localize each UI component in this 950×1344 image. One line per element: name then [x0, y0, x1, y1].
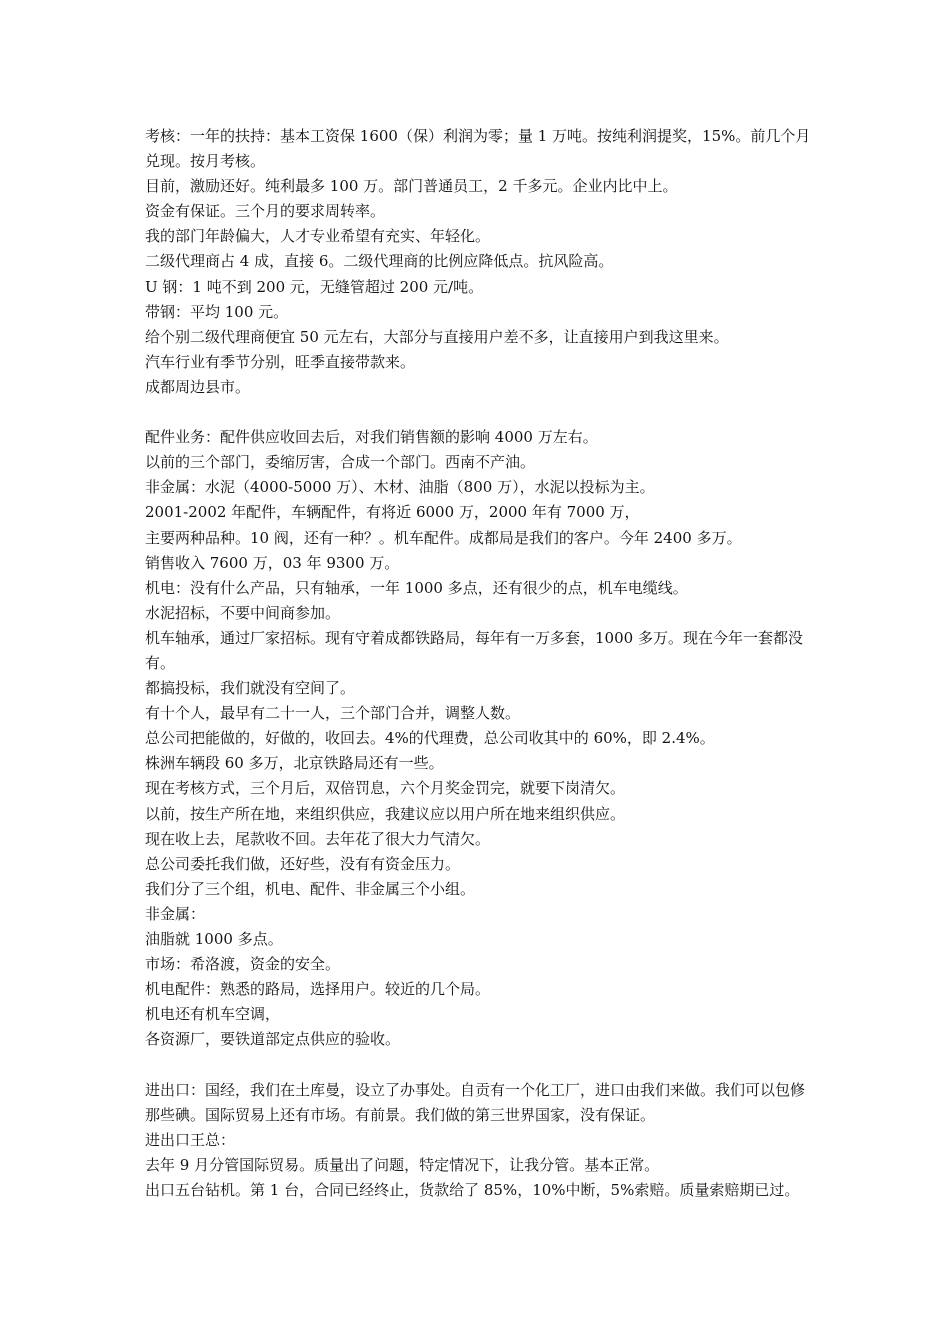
paragraph: 以前，按生产所在地，来组织供应，我建议应以用户所在地来组织供应。: [145, 804, 626, 823]
paragraph: 主要两种品种。10 阀，还有一种？。机车配件。成都局是我们的客户。今年 2400 多万。: [145, 528, 742, 547]
paragraph: 出口五台钻机。第 1 台，合同已经终止，货款给了 85%，10%中断，5%索赔。质量索赔期已过。: [145, 1180, 800, 1199]
section-import-export: [145, 1078, 813, 1203]
paragraph: 总公司把能做的，好做的，收回去。4%的代理费，总公司收其中的 60%，即 2.4%。: [145, 729, 715, 748]
paragraph: 有十个人，最早有二十一人，三个部门合并，调整人数。: [145, 704, 521, 723]
paragraph: 总公司委托我们做，还好些，没有有资金压力。: [145, 854, 461, 873]
paragraph: 株洲车辆段 60 多万，北京铁路局还有一些。: [145, 754, 444, 773]
blank-line: [145, 1052, 813, 1077]
paragraph: 进出口王总：: [145, 1130, 236, 1149]
blank-line: [145, 400, 813, 425]
paragraph: 非金属：水泥（4000-5000 万）、木材、油脂（800 万），水泥以投标为主。: [145, 478, 655, 497]
paragraph: 油脂就 1000 多点。: [145, 930, 283, 948]
paragraph: 2001-2002 年配件，车辆配件，有将近 6000 万，2000 年有 7000 万，: [145, 503, 640, 522]
section-parts-business: [145, 425, 813, 1052]
paragraph: 以前的三个部门，委缩厉害，合成一个部门。西南不产油。: [145, 453, 536, 472]
paragraph: 水泥招标，不要中间商参加。: [145, 603, 341, 622]
paragraph: 销售收入 7600 万，03 年 9300 万。: [145, 553, 400, 572]
paragraph: 去年 9 月分管国际贸易。质量出了问题，特定情况下，让我分管。基本正常。: [145, 1155, 660, 1174]
paragraph: 现在考核方式，三个月后，双倍罚息，六个月奖金罚完，就要下岗清欠。: [145, 779, 626, 798]
paragraph: 资金有保证。三个月的要求周转率。: [145, 202, 386, 221]
paragraph: 机电配件：熟悉的路局，选择用户。较近的几个局。: [145, 980, 491, 999]
paragraph: 市场：希洛渡，资金的安全。: [145, 955, 341, 974]
paragraph: 现在收上去，尾款收不回。去年花了很大力气清欠。: [145, 829, 491, 848]
section-assessment: [145, 124, 813, 400]
paragraph: U 钢：1 吨不到 200 元，无缝管超过 200 元/吨。: [145, 277, 484, 296]
paragraph: 给个别二级代理商便宜 50 元左右，大部分与直接用户差不多，让直接用户到我这里来。: [145, 327, 729, 346]
paragraph: 非金属：: [145, 904, 206, 923]
paragraph: 考核：一年的扶持：基本工资保 1600（保）利润为零；量 1 万吨。按纯利润提奖，15%。前几个月兑现。按月考核。: [145, 127, 811, 171]
document-page: [145, 124, 813, 1203]
paragraph: 各资源厂，要铁道部定点供应的验收。: [145, 1030, 401, 1049]
paragraph: 成都周边县市。: [145, 377, 251, 396]
paragraph: 汽车行业有季节分别，旺季直接带款来。: [145, 352, 416, 371]
paragraph: 二级代理商占 4 成，直接 6。二级代理商的比例应降低点。抗风险高。: [145, 252, 614, 271]
paragraph: 机电还有机车空调，: [145, 1005, 281, 1024]
paragraph: 我们分了三个组，机电、配件、非金属三个小组。: [145, 879, 476, 898]
paragraph: 目前，激励还好。纯利最多 100 万。部门普通员工，2 千多元。企业内比中上。: [145, 177, 678, 196]
paragraph: 都搞投标，我们就没有空间了。: [145, 679, 356, 698]
paragraph: 进出口：国经，我们在土库曼，设立了办事处。自贡有一个化工厂，进口由我们来做。我们可以包修那些碘。国际贸易上还有市场。有前景。我们做的第三世界国家，没有保证。: [145, 1080, 806, 1124]
paragraph: 机车轴承，通过厂家招标。现有守着成都铁路局，每年有一万多套，1000 多万。现在今年一套都没有。: [145, 628, 803, 672]
paragraph: 我的部门年龄偏大，人才专业希望有充实、年轻化。: [145, 227, 491, 246]
paragraph: 带钢：平均 100 元。: [145, 302, 289, 321]
paragraph: 机电：没有什么产品，只有轴承，一年 1000 多点，还有很少的点，机车电缆线。: [145, 578, 688, 597]
paragraph: 配件业务：配件供应收回去后，对我们销售额的影响 4000 万左右。: [145, 428, 598, 447]
